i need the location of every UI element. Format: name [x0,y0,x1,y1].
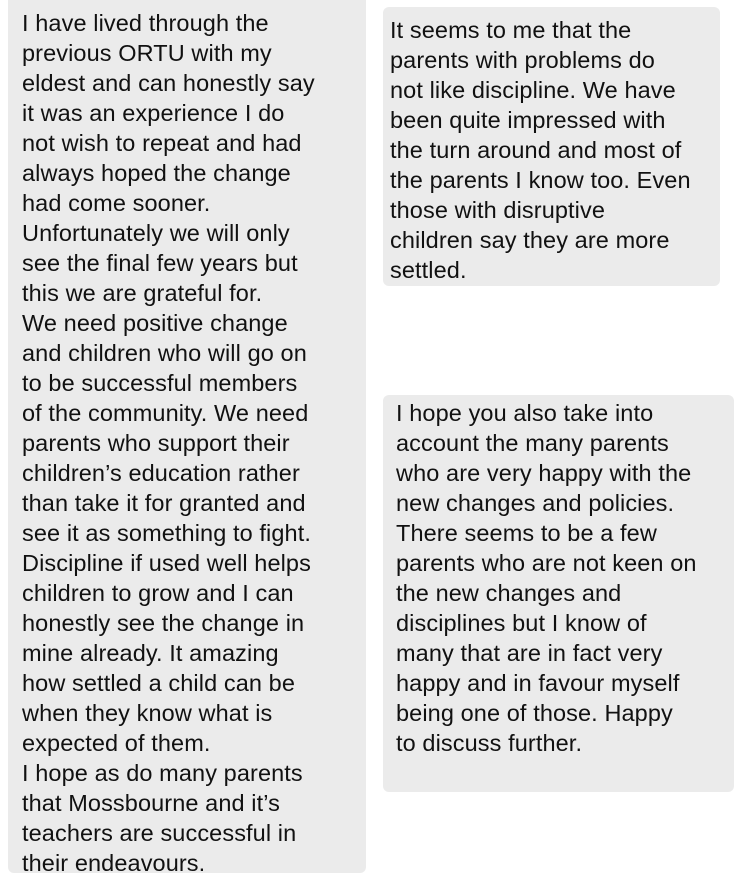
message-bubble-right-bottom [383,395,734,792]
message-bubble-right-top [383,7,720,286]
message-text: I hope you also take into account the many parents who are very happy with the new changes and policies. There seems to be a few parents who are not keen on the new changes and disciplines but I know of many that are in fact very happy and in favour myself being one of those. Happy to discuss further. [396,400,697,756]
message-text: I have lived through the previous ORTU with my eldest and can honestly say it was an experience I do not wish to repeat and had always hoped the change had come sooner. Unfortunately we will only see the final few years but this we are grateful for. We need positive change and children who will go on to be successful members of the community. We need parents who support their children’s education rather than take it for granted and see it as something to fight. Discipline if used well helps children to grow and I can honestly see the change in mine already. It amazing how settled a child can be when they know what is expected of them. I hope as do many parents that Mossbourne and it’s teachers are successful in their endeavours. [22,10,315,876]
message-bubble-left [8,0,366,876]
message-text: It seems to me that the parents with problems do not like discipline. We have been quite impressed with the turn around and most of the parents I know too. Even those with disruptive children say they are more settled. [390,17,691,283]
